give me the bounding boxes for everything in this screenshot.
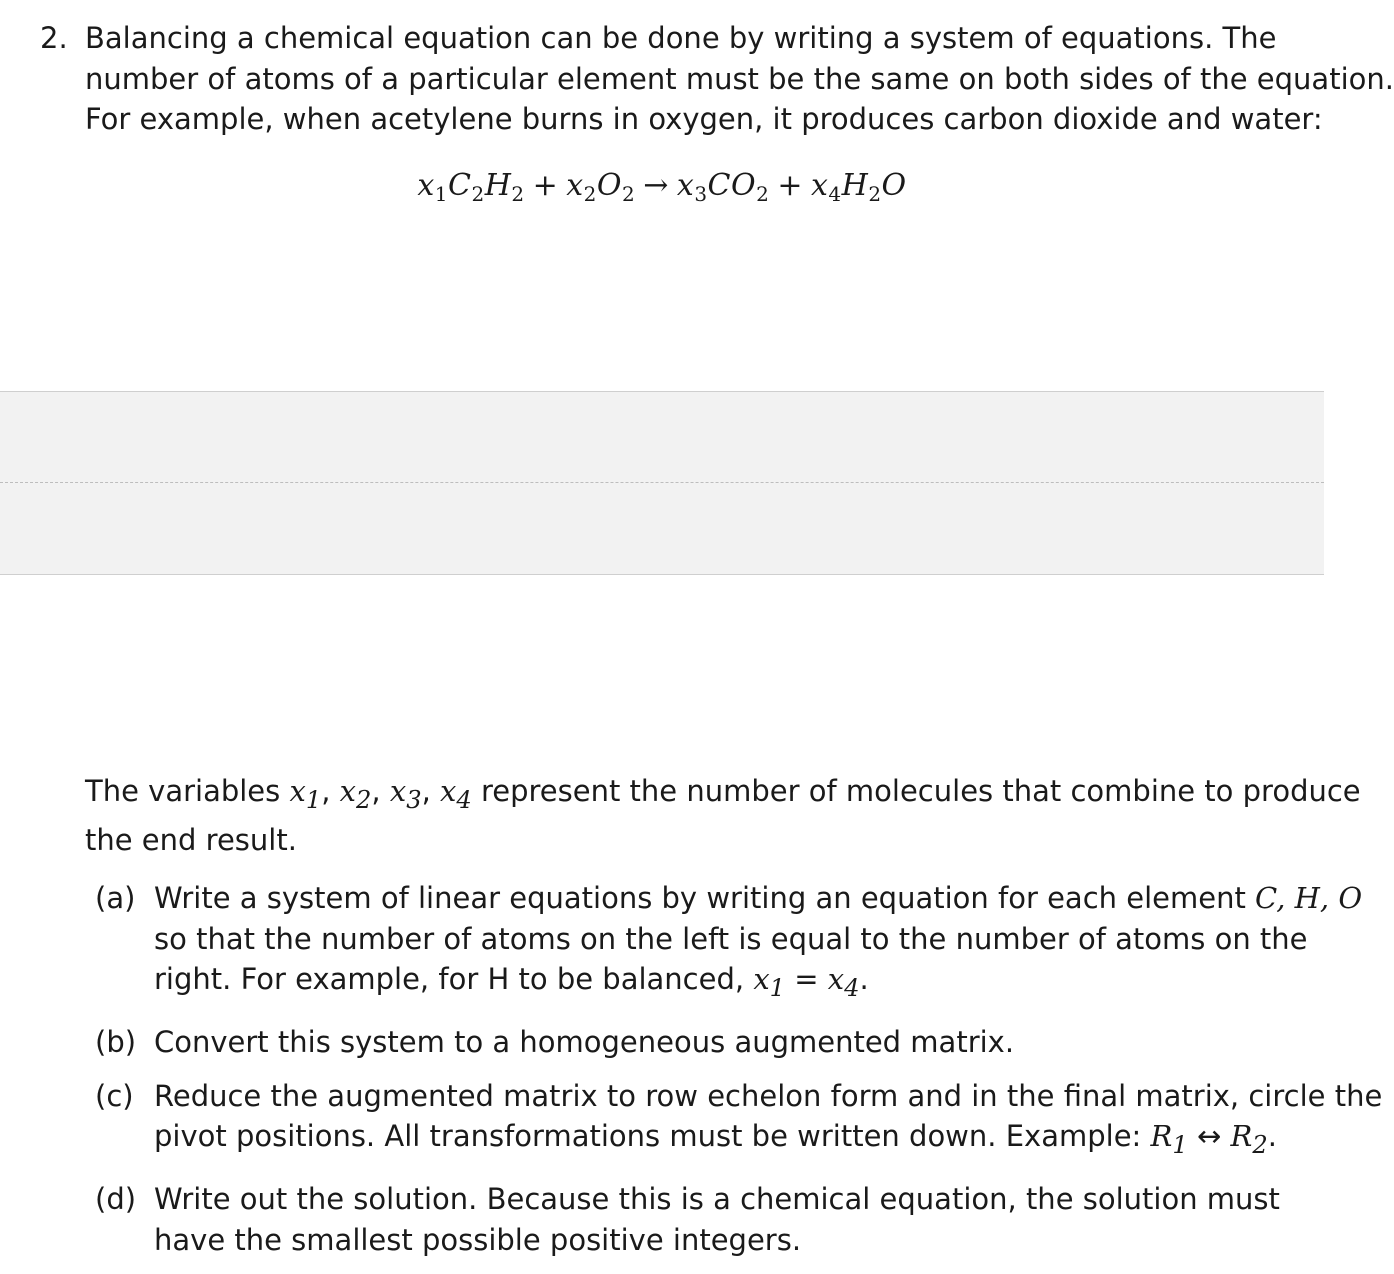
math-sub: 4 bbox=[844, 973, 860, 1002]
eq-h2o-h: H bbox=[841, 168, 869, 203]
part-line: Convert this system to a homogeneous augmented matrix. bbox=[154, 1024, 1015, 1059]
math-equals: = bbox=[785, 962, 828, 996]
eq-plus: + bbox=[777, 168, 803, 203]
math-r: R bbox=[1150, 1119, 1173, 1154]
eq-x1: x bbox=[417, 168, 435, 203]
var-x: x bbox=[389, 774, 407, 808]
eq-x2: x bbox=[566, 168, 584, 203]
var-sub: 4 bbox=[456, 785, 472, 814]
eq-o2-sub: 2 bbox=[622, 182, 636, 206]
var-sub: 1 bbox=[305, 785, 322, 814]
variables-paragraph bbox=[85, 771, 1361, 860]
var-x: x bbox=[440, 774, 457, 808]
part-line bbox=[154, 1116, 1277, 1165]
math-sub: 1 bbox=[769, 973, 786, 1002]
part-label: (a) bbox=[95, 881, 136, 915]
math-period: . bbox=[1267, 1119, 1277, 1154]
math-period: . bbox=[859, 962, 869, 996]
page-break-divider bbox=[0, 482, 1324, 483]
part-text: right. For example, for H to be balanced, bbox=[154, 962, 754, 996]
eq-plus: + bbox=[532, 168, 559, 203]
variables-prefix: The variables bbox=[85, 774, 290, 808]
page-break-band bbox=[0, 391, 1324, 575]
intro-line: number of atoms of a particular element must be the same on both sides of the equation. bbox=[85, 61, 1394, 96]
part-a bbox=[95, 878, 1363, 1008]
variables-line bbox=[85, 771, 1361, 820]
eq-c: C bbox=[448, 168, 472, 203]
eq-h2o-sub: 2 bbox=[868, 182, 882, 206]
problem-intro bbox=[85, 18, 1394, 140]
math-x: x bbox=[827, 962, 845, 996]
part-line: Reduce the augmented matrix to row echelon form and in the final matrix, circle the bbox=[154, 1078, 1383, 1113]
eq-x2-sub: 2 bbox=[583, 182, 597, 206]
eq-h: H bbox=[484, 168, 512, 203]
eq-x4-sub: 4 bbox=[828, 182, 842, 206]
part-line bbox=[154, 878, 1363, 919]
part-label: (d) bbox=[95, 1182, 137, 1217]
var-x: x bbox=[339, 774, 357, 808]
variables-suffix: represent the number of molecules that combine to produce bbox=[471, 774, 1361, 808]
eq-h-sub: 2 bbox=[511, 182, 525, 206]
var-comma: , bbox=[421, 774, 440, 808]
part-c bbox=[95, 1076, 1383, 1166]
variables-line: the end result. bbox=[85, 822, 297, 857]
part-b bbox=[95, 1022, 1271, 1063]
eq-x3: x bbox=[676, 168, 695, 203]
chemical-equation bbox=[0, 166, 1324, 206]
math-swap-arrow: ↔ bbox=[1187, 1119, 1231, 1154]
eq-arrow: → bbox=[643, 168, 669, 203]
part-text: pivot positions. All transformations must be written down. Example: bbox=[154, 1119, 1151, 1154]
math-sub: 2 bbox=[1252, 1131, 1268, 1160]
part-text: Write a system of linear equations by writing an equation for each element bbox=[154, 881, 1256, 915]
eq-co2-sub: 2 bbox=[756, 182, 770, 206]
part-d bbox=[95, 1179, 1280, 1260]
intro-line: For example, when acetylene burns in oxygen, it produces carbon dioxide and water: bbox=[85, 102, 1323, 136]
var-sub: 2 bbox=[356, 785, 372, 814]
elements-math: C, H, O bbox=[1255, 881, 1363, 915]
var-x: x bbox=[289, 774, 306, 808]
math-sub: 1 bbox=[1172, 1131, 1188, 1160]
var-sub: 3 bbox=[406, 785, 422, 814]
part-line bbox=[154, 959, 1271, 1008]
problem-number: 2. bbox=[40, 21, 68, 55]
var-comma: , bbox=[371, 774, 390, 808]
part-line: so that the number of atoms on the left is equal to the number of atoms on the bbox=[154, 921, 1308, 956]
var-comma: , bbox=[321, 774, 340, 808]
eq-o2: O bbox=[596, 168, 623, 203]
math-x: x bbox=[753, 962, 770, 996]
eq-x4: x bbox=[810, 168, 829, 203]
problem-parts bbox=[95, 878, 1383, 1274]
part-label: (b) bbox=[95, 1024, 137, 1059]
eq-x1-sub: 1 bbox=[434, 182, 448, 206]
part-line: have the smallest possible positive integers. bbox=[154, 1222, 802, 1257]
eq-c-sub: 2 bbox=[471, 182, 485, 206]
math-r: R bbox=[1230, 1119, 1253, 1154]
intro-line: Balancing a chemical equation can be done by writing a system of equations. The bbox=[85, 21, 1277, 55]
part-label: (c) bbox=[95, 1078, 134, 1113]
eq-h2o-o: O bbox=[881, 168, 907, 203]
eq-co2: CO bbox=[707, 168, 757, 203]
part-line: Write out the solution. Because this is a chemical equation, the solution must bbox=[154, 1182, 1280, 1217]
eq-x3-sub: 3 bbox=[694, 182, 708, 206]
